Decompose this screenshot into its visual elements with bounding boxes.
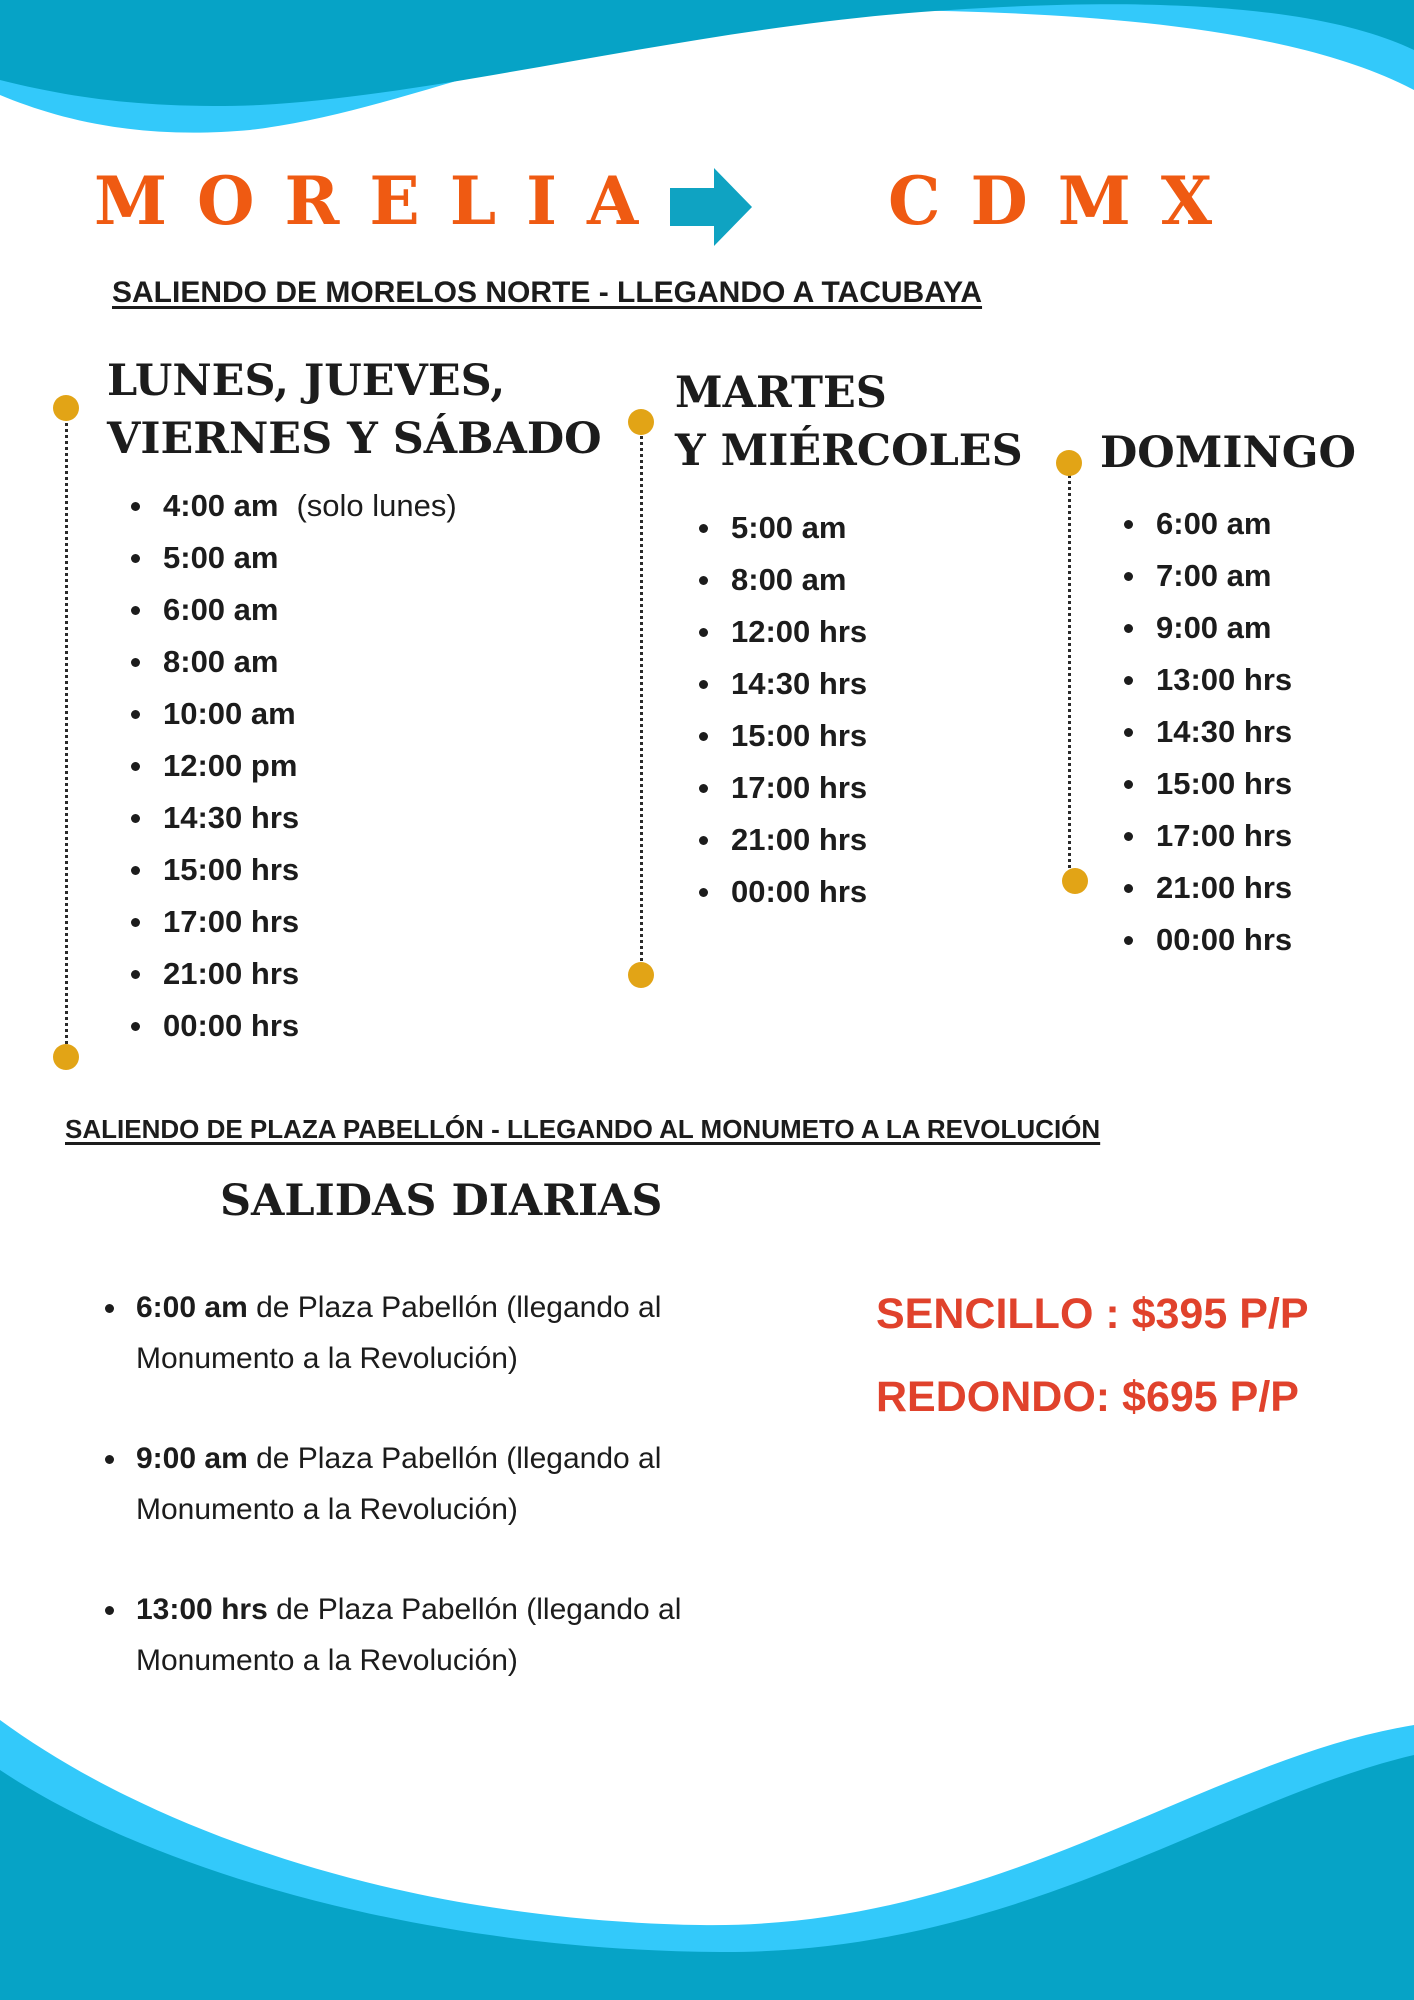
time-item: [675, 554, 1023, 606]
timeline-dot: [1062, 868, 1088, 894]
timeline-dot: [628, 409, 654, 435]
day-title-line: MARTES: [675, 368, 887, 418]
destination-city: CDMX: [888, 162, 1243, 240]
time-item: [107, 480, 602, 532]
time-item: [1100, 498, 1356, 550]
time-value: 13:00 hrs: [1156, 662, 1293, 697]
time-item: [1100, 706, 1356, 758]
time-value: 12:00 pm: [163, 748, 298, 783]
right-arrow-icon: [670, 168, 752, 246]
time-value: 21:00 hrs: [1156, 870, 1293, 905]
time-item: [675, 502, 1023, 554]
departure-time: 13:00 hrs: [136, 1593, 268, 1626]
day-title-line: Y MIÉRCOLES: [675, 426, 1023, 476]
time-item: [675, 762, 1023, 814]
time-item: [1100, 550, 1356, 602]
time-item: [1100, 654, 1356, 706]
departure-item: [96, 1282, 776, 1384]
time-value: 7:00 am: [1156, 558, 1272, 593]
timeline-line-1: [65, 410, 70, 1058]
time-value: 15:00 hrs: [731, 718, 868, 753]
departure-time: 6:00 am: [136, 1291, 248, 1324]
timeline-line-2: [640, 423, 645, 973]
time-item: [675, 814, 1023, 866]
time-value: 00:00 hrs: [731, 874, 868, 909]
day-title-line: DOMINGO: [1100, 428, 1356, 478]
time-value: 17:00 hrs: [163, 904, 300, 939]
time-item: [675, 658, 1023, 710]
time-list: [675, 502, 1023, 918]
time-item: [1100, 602, 1356, 654]
time-value: 5:00 am: [163, 540, 279, 575]
time-value: 5:00 am: [731, 510, 847, 545]
time-value: 6:00 am: [1156, 506, 1272, 541]
time-item: [1100, 862, 1356, 914]
schedule-column-tue-wed: [675, 364, 1023, 918]
time-item: [107, 584, 602, 636]
time-value: 21:00 hrs: [163, 956, 300, 991]
departure-item: [96, 1433, 776, 1535]
daily-departures-title: SALIDAS DIARIAS: [220, 1176, 663, 1226]
time-value: 10:00 am: [163, 696, 296, 731]
time-item: [107, 948, 602, 1000]
timeline-dot: [53, 395, 79, 421]
time-note: (solo lunes): [296, 488, 457, 523]
route1-heading: SALIENDO DE MORELOS NORTE - LLEGANDO A TACUBAYA: [112, 276, 983, 309]
time-item: [107, 792, 602, 844]
time-item: [1100, 810, 1356, 862]
time-item: [107, 844, 602, 896]
schedule-column-sunday: [1100, 424, 1356, 966]
day-title-line: VIERNES Y SÁBADO: [107, 414, 602, 464]
time-item: [675, 866, 1023, 918]
timeline-dot: [1056, 450, 1082, 476]
top-wave-decoration: [0, 0, 1414, 150]
time-item: [1100, 758, 1356, 810]
time-value: 8:00 am: [731, 562, 847, 597]
time-list: [1100, 498, 1356, 966]
day-title: [675, 364, 1023, 480]
day-title-line: LUNES, JUEVES,: [107, 356, 506, 406]
time-item: [1100, 914, 1356, 966]
departure-description: de Plaza Pabellón (llegando al Monumento a la Revolución): [136, 1442, 662, 1526]
time-value: 6:00 am: [163, 592, 279, 627]
time-value: 14:30 hrs: [1156, 714, 1293, 749]
departure-time: 9:00 am: [136, 1442, 248, 1475]
time-value: 00:00 hrs: [1156, 922, 1293, 957]
time-item: [675, 710, 1023, 762]
price-single: SENCILLO : $395 P/P: [876, 1290, 1309, 1338]
time-value: 17:00 hrs: [731, 770, 868, 805]
time-item: [107, 636, 602, 688]
time-item: [107, 896, 602, 948]
time-value: 14:30 hrs: [163, 800, 300, 835]
time-item: [107, 740, 602, 792]
time-item: [107, 688, 602, 740]
time-value: 14:30 hrs: [731, 666, 868, 701]
time-value: 00:00 hrs: [163, 1008, 300, 1043]
bottom-wave-decoration: [0, 1700, 1414, 2000]
route2-heading: SALIENDO DE PLAZA PABELLÓN - LLEGANDO AL MONUMETO A LA REVOLUCIÓN: [65, 1114, 1101, 1144]
departure-description: de Plaza Pabellón (llegando al Monumento a la Revolución): [136, 1291, 662, 1375]
time-value: 15:00 hrs: [1156, 766, 1293, 801]
time-list: [107, 480, 602, 1052]
route-title: [0, 162, 1414, 258]
time-value: 15:00 hrs: [163, 852, 300, 887]
time-value: 8:00 am: [163, 644, 279, 679]
origin-city: MORELIA: [94, 162, 669, 240]
departure-description: de Plaza Pabellón (llegando al Monumento a la Revolución): [136, 1593, 682, 1677]
time-value: 12:00 hrs: [731, 614, 868, 649]
timeline-line-3: [1068, 464, 1073, 880]
timeline-dot: [53, 1044, 79, 1070]
schedule-column-mon-thu-fri-sat: [107, 352, 602, 1052]
daily-departures-list: [96, 1282, 776, 1735]
time-item: [675, 606, 1023, 658]
departure-item: [96, 1584, 776, 1686]
time-item: [107, 1000, 602, 1052]
timeline-dot: [628, 962, 654, 988]
time-value: 4:00 am: [163, 488, 279, 523]
time-item: [107, 532, 602, 584]
time-value: 21:00 hrs: [731, 822, 868, 857]
time-value: 17:00 hrs: [1156, 818, 1293, 853]
price-round-trip: REDONDO: $695 P/P: [876, 1373, 1299, 1421]
time-value: 9:00 am: [1156, 610, 1272, 645]
day-title: [107, 352, 602, 468]
day-title: [1100, 424, 1356, 482]
